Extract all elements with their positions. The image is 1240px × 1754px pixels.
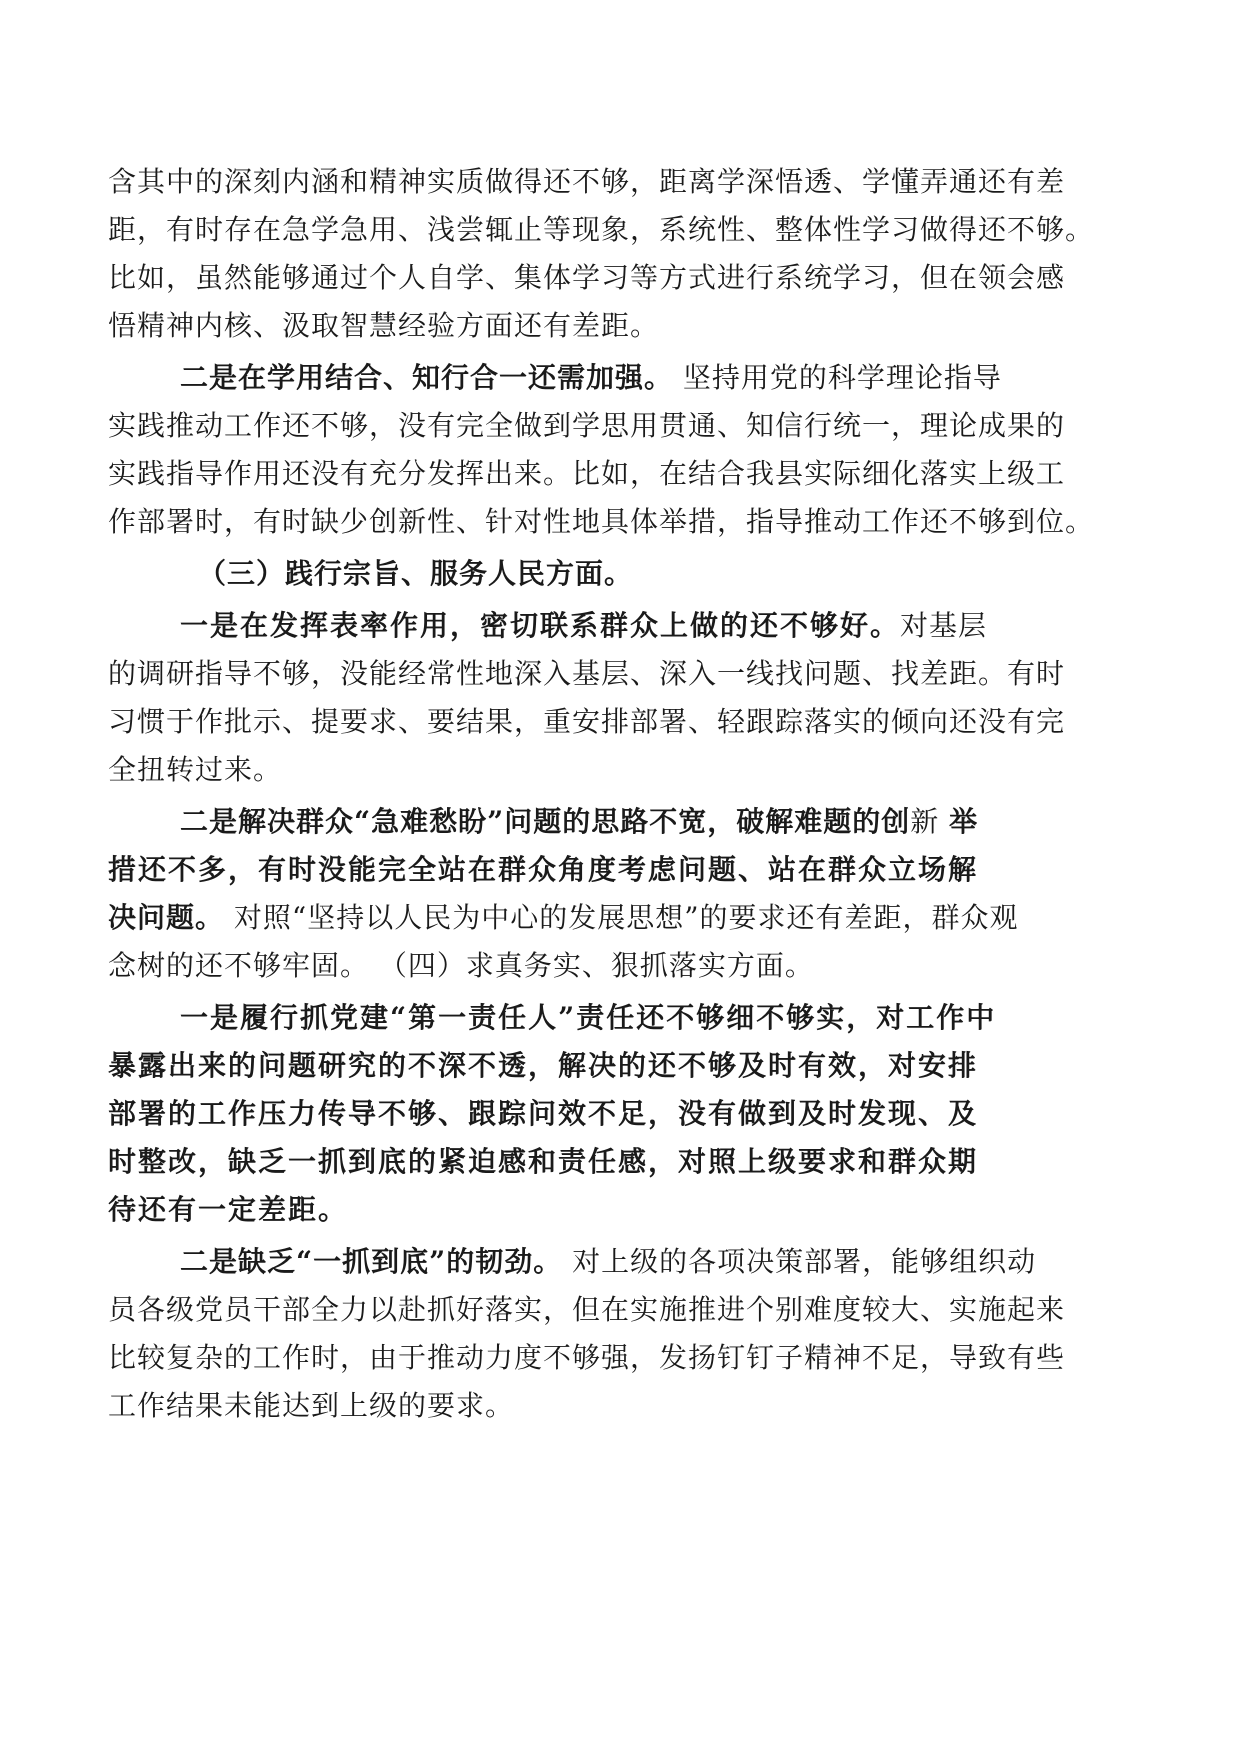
text-line: 工作结果未能达到上级的要求。 xyxy=(108,1389,515,1422)
text-line xyxy=(108,602,1138,650)
text-line: 悟精神内核、汲取智慧经验方面还有差距。 xyxy=(108,309,660,342)
text-line: 念树的还不够牢固。 （四）求真务实、狠抓落实方面。 xyxy=(108,949,814,982)
text-span: 决问题。 xyxy=(108,901,225,934)
paragraph-lead: 二是在学用结合、知行合一还需加强。 xyxy=(180,361,674,394)
paragraph-persistence xyxy=(108,1238,1138,1430)
text-line: 比较复杂的工作时，由于推动力度不够强，发扬钉钉子精神不足，导致有些 xyxy=(108,1341,1066,1374)
text-line: 作部署时，有时缺少创新性、针对性地具体举措，指导推动工作还不够到位。 xyxy=(108,505,1095,538)
paragraph-study-depth xyxy=(108,158,1138,350)
text-line: 全扭转过来。 xyxy=(108,753,283,786)
text-line: 一是履行抓党建“第一责任人”责任还不够细不够实，对工作中 xyxy=(180,1001,997,1034)
paragraph-urgent-problems xyxy=(108,798,1138,990)
paragraph-study-application xyxy=(108,354,1138,546)
text-line xyxy=(108,798,1138,846)
text-line: 实践指导作用还没有充分发挥出来。比如，在结合我县实际细化落实上级工 xyxy=(108,457,1066,490)
text-span: 举 xyxy=(949,805,979,838)
text-line: 员各级党员干部全力以赴抓好落实，但在实施推进个别难度较大、实施起来 xyxy=(108,1293,1066,1326)
text-line: 待还有一定差距。 xyxy=(108,1193,349,1226)
text-line: 暴露出来的问题研究的不深不透，解决的还不够及时有效，对安排 xyxy=(108,1049,979,1082)
text-line: 措还不多，有时没能完全站在群众角度考虑问题、站在群众立场解 xyxy=(108,853,979,886)
text-span: 坚持用党的科学理论指导 xyxy=(673,361,1002,394)
text-line: 距，有时存在急学急用、浅尝辄止等现象，系统性、整体性学习做得还不够。 xyxy=(108,213,1095,246)
paragraph-exemplary-role xyxy=(108,602,1138,794)
text-span: 新 xyxy=(910,805,950,838)
text-span: 对基层 xyxy=(900,609,988,642)
text-line xyxy=(108,1238,1138,1286)
paragraph-party-building xyxy=(108,994,1138,1234)
paragraph-lead: 二是解决群众“急难愁盼”问题的思路不宽，破解难题的创 xyxy=(180,805,911,838)
text-span: 对上级的各项决策部署，能够组织动 xyxy=(562,1245,1037,1278)
text-line: 实践推动工作还不够，没有完全做到学思用贯通、知信行统一，理论成果的 xyxy=(108,409,1066,442)
text-line: 含其中的深刻内涵和精神实质做得还不够，距离学深悟透、学懂弄通还有差 xyxy=(108,165,1066,198)
paragraph-lead: 一是在发挥表率作用，密切联系群众上做的还不够好。 xyxy=(180,609,901,642)
document-page xyxy=(108,158,1138,1430)
text-line: 时整改，缺乏一抓到底的紧迫感和责任感，对照上级要求和群众期 xyxy=(108,1145,979,1178)
text-line xyxy=(108,354,1138,402)
text-line: 部署的工作压力传导不够、跟踪问效不足，没有做到及时发现、及 xyxy=(108,1097,979,1130)
text-line: 的调研指导不够，没能经常性地深入基层、深入一线找问题、找差距。有时 xyxy=(108,657,1066,690)
section-heading-serve-people xyxy=(108,550,1138,598)
text-span: 对照“坚持以人民为中心的发展思想”的要求还有差距，群众观 xyxy=(224,901,1019,934)
text-line: 比如，虽然能够通过个人自学、集体学习等方式进行系统学习，但在领会感 xyxy=(108,261,1066,294)
section-heading: （三）践行宗旨、服务人民方面。 xyxy=(198,557,634,590)
paragraph-lead: 二是缺乏“一抓到底”的韧劲。 xyxy=(180,1245,563,1278)
text-line xyxy=(108,894,1138,942)
text-line: 习惯于作批示、提要求、要结果，重安排部署、轻跟踪落实的倾向还没有完 xyxy=(108,705,1066,738)
